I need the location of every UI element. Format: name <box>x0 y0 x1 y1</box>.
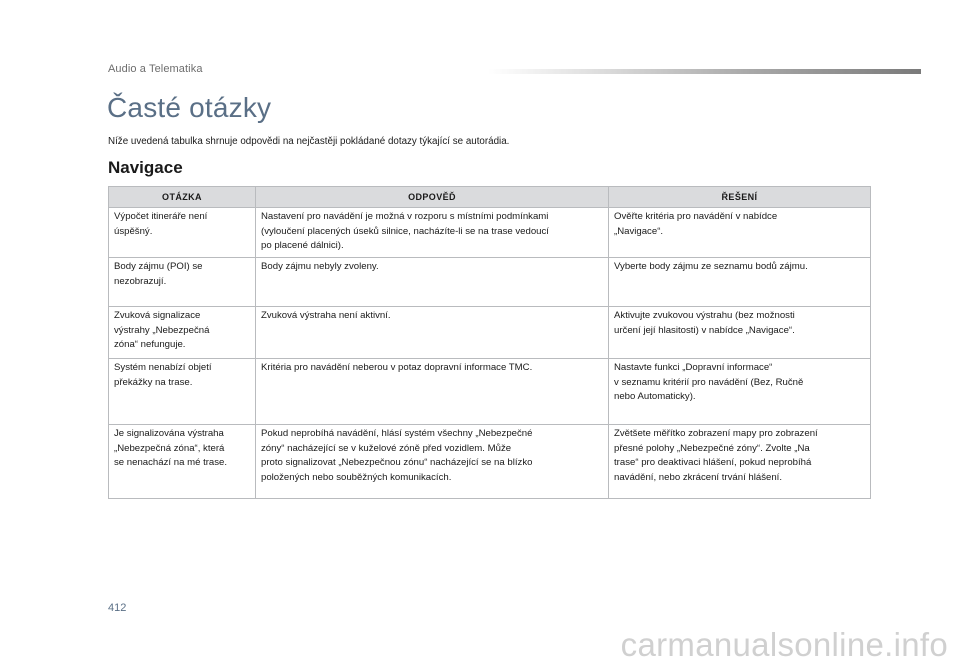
text-line: Je signalizována výstraha <box>114 428 224 439</box>
solution-cell <box>609 208 871 258</box>
question-cell <box>109 258 256 307</box>
text-line: „Nebezpečná zóna“, která <box>114 442 225 454</box>
answer-cell <box>256 359 609 425</box>
answer-cell <box>256 425 609 499</box>
page-title: Časté otázky <box>107 92 272 123</box>
text-line: Nastavte funkci „Dopravní informace“ <box>614 362 773 373</box>
text-line: Výpočet itineráře není <box>114 211 208 222</box>
text-line: výstrahy „Nebezpečná <box>114 324 210 336</box>
faq-table <box>108 186 871 499</box>
solution-cell <box>609 258 871 307</box>
text-line: Zvuková výstraha není aktivní. <box>261 310 391 321</box>
header-divider <box>488 69 921 74</box>
text-line: nebo Automaticky). <box>614 391 696 402</box>
intro-text: Níže uvedená tabulka shrnuje odpovědi na nejčastěji pokládané dotazy týkající se autorádia. <box>108 136 510 147</box>
solution-cell <box>609 425 871 499</box>
text-line: Body zájmu nebyly zvoleny. <box>261 261 379 272</box>
text-line: úspěšný. <box>114 225 153 237</box>
text-line: zóna“ nefunguje. <box>114 339 186 350</box>
section-subtitle: Navigace <box>108 158 183 177</box>
text-line: Pokud neprobíhá navádění, hlásí systém všechny „Nebezpečné <box>261 428 533 439</box>
column-header-answer: ODPOVĚĎ <box>256 187 609 208</box>
section-label: Audio a Telematika <box>108 63 203 75</box>
column-header-solution: ŘEŠENÍ <box>609 187 871 208</box>
answer-cell <box>256 258 609 307</box>
text-line: (vyloučení placených úseků silnice, nacházíte-li se na trase vedoucí <box>261 225 549 237</box>
answer-cell <box>256 307 609 359</box>
question-cell <box>109 425 256 499</box>
text-line: trase“ pro deaktivaci hlášení, pokud neprobíhá <box>614 457 812 468</box>
text-line: v seznamu kritérií pro navádění (Bez, Ručně <box>614 376 804 388</box>
text-line: Aktivujte zvukovou výstrahu (bez možnosti <box>614 310 795 321</box>
text-line: překážky na trase. <box>114 376 193 388</box>
text-line: Systém nenabízí objetí <box>114 362 212 373</box>
text-line: se nenachází na mé trase. <box>114 457 228 468</box>
text-line: Kritéria pro navádění neberou v potaz dopravní informace TMC. <box>261 362 533 373</box>
text-line: přesné polohy „Nebezpečné zóny“. Zvolte „Na <box>614 442 810 454</box>
text-line: položených nebo souběžných komunikacích. <box>261 471 452 483</box>
question-cell <box>109 359 256 425</box>
solution-cell <box>609 359 871 425</box>
text-line: Zvuková signalizace <box>114 310 201 321</box>
table-row <box>109 258 871 307</box>
text-line: proto signalizovat „Nebezpečnou zónu“ nacházející se na blízko <box>261 457 533 468</box>
answer-cell <box>256 208 609 258</box>
column-header-question: OTÁZKA <box>109 187 256 208</box>
text-line: zóny“ nacházející se v kuželové zóně před vozidlem. Může <box>261 442 512 454</box>
text-line: navádění, nebo zkrácení trvání hlášení. <box>614 471 782 483</box>
table-row <box>109 425 871 499</box>
text-line: Zvětšete měřítko zobrazení mapy pro zobrazení <box>614 428 818 439</box>
solution-cell <box>609 307 871 359</box>
watermark-link[interactable]: carmanualsonline.info <box>620 626 948 663</box>
text-line: Vyberte body zájmu ze seznamu bodů zájmu. <box>614 261 808 272</box>
page-number: 412 <box>108 602 127 614</box>
table-row <box>109 359 871 425</box>
table-row <box>109 208 871 258</box>
table-row <box>109 307 871 359</box>
table-header-row <box>109 187 871 208</box>
text-line: po placené dálnici). <box>261 240 344 251</box>
text-line: Body zájmu (POI) se <box>114 261 203 272</box>
text-line: určení její hlasitosti) v nabídce „Navigace“. <box>614 324 795 336</box>
text-line: nezobrazují. <box>114 275 167 287</box>
question-cell <box>109 307 256 359</box>
text-line: Nastavení pro navádění je možná v rozporu s místními podmínkami <box>261 211 549 222</box>
text-line: „Navigace“. <box>614 225 664 237</box>
question-cell <box>109 208 256 258</box>
text-line: Ověřte kritéria pro navádění v nabídce <box>614 211 778 222</box>
